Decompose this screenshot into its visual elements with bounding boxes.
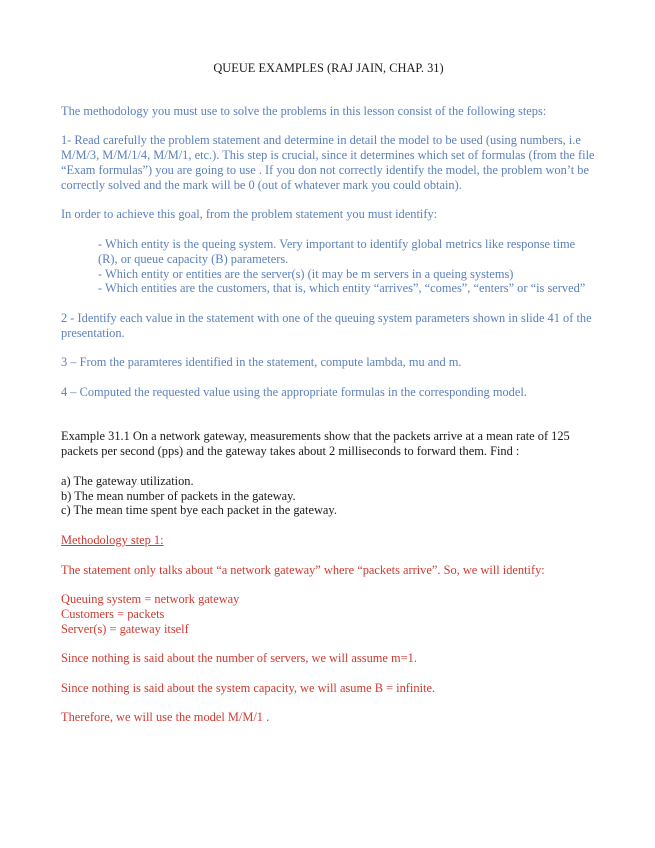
identify-item-customers: - Which entities are the customers, that is, which entity “arrives”, “comes”, “enters” or “is served” [98,281,586,296]
step-3-text: 3 – From the paramteres identified in the statement, compute lambda, mu and m. [61,355,462,370]
identify-item-queuing-system: - Which entity is the queing system. Very important to identify global metrics like response time (R), or queue capacity (B) parameters. [98,236,576,266]
identified-queuing-system: Queuing system = network gateway [61,592,240,607]
solution-heading: Methodology step 1: [61,532,164,547]
example-questions [61,474,596,518]
identify-list [61,237,596,296]
question-c: c) The mean time spent bye each packet in the gateway. [61,503,337,518]
methodology-intro: The methodology you must use to solve the problems in this lesson consist of the following steps: [61,103,547,118]
step-4-text: 4 – Computed the requested value using the appropriate formulas in the corresponding model. [61,384,527,399]
question-a: a) The gateway utilization. [61,473,194,488]
identified-list [61,592,596,636]
identified-servers: Server(s) = gateway itself [61,621,189,636]
document-page [61,61,596,725]
question-b: b) The mean number of packets in the gateway. [61,488,296,503]
identify-intro: In order to achieve this goal, from the problem statement you must identify: [61,207,438,222]
identify-item-servers: - Which entity or entities are the server(s) (it may be m servers in a queing systems) [98,266,514,281]
step-1-text: 1- Read carefully the problem statement and determine in detail the model to be used (using numbers, i.e M/M/3, M/M/1/4, M/M/1, etc.). This step is crucial, since it determines which set of formulas (from the file “Exam formulas”) you are going to use . If you don not correctly identify the model, the problem won’t be correctly solved and the mark will be 0 (out of whatever mark you could obtain). [61,133,595,192]
statement-note: The statement only talks about “a network gateway” where “packets arrive”. So, we will identify: [61,562,545,577]
model-conclusion: Therefore, we will use the model M/M/1 . [61,710,270,725]
servers-note: Since nothing is said about the number of servers, we will assume m=1. [61,651,417,666]
document-title: QUEUE EXAMPLES (RAJ JAIN, CHAP. 31) [213,61,444,75]
example-statement: Example 31.1 On a network gateway, measurements show that the packets arrive at a mean rate of 125 packets per second (pps) and the gateway takes about 2 milliseconds to forward them. Find : [61,429,570,459]
step-2-text: 2 - Identify each value in the statement with one of the queuing system parameters shown in slide 41 of the presentation. [61,310,592,340]
identified-customers: Customers = packets [61,606,165,621]
capacity-note: Since nothing is said about the system capacity, we will asume B = infinite. [61,680,436,695]
